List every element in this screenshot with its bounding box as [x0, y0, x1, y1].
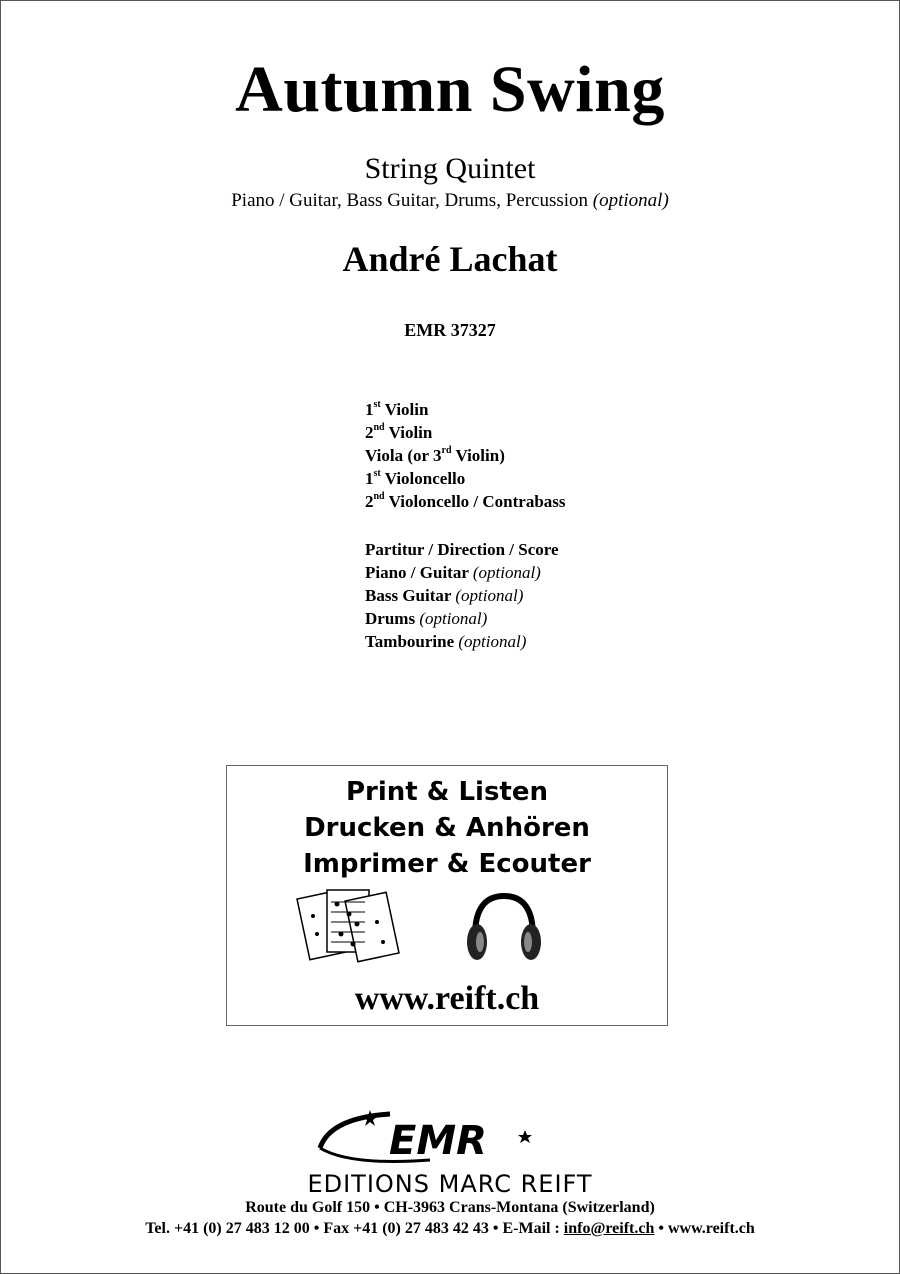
catalog-number: EMR 37327 — [404, 320, 496, 340]
instrumentation-line — [0, 190, 900, 212]
print-listen-line: Print & Listen — [345, 777, 549, 807]
promo-icons — [227, 886, 667, 976]
string-parts-list — [365, 398, 566, 513]
email-link[interactable]: info@reift.ch — [563, 1220, 655, 1237]
composer-name: André Lachat — [342, 239, 558, 279]
part-item: 2nd Violin — [365, 422, 433, 442]
part-item: 2nd Violoncello / Contrabass — [365, 491, 566, 511]
publisher-contact — [0, 1220, 900, 1238]
svg-text:EMR: EMR — [389, 1118, 487, 1164]
part-item: Viola (or 3rd Violin) — [365, 445, 505, 465]
promo-url: www.reift.ch — [354, 980, 540, 1017]
part-item: Partitur / Direction / Score — [365, 540, 559, 559]
part-item: 1st Violoncello — [365, 468, 466, 488]
print-listen-box — [226, 765, 668, 1026]
part-item: Drums (optional) — [365, 609, 488, 628]
part-item: Tambourine (optional) — [365, 632, 527, 651]
emr-logo — [310, 1108, 550, 1170]
score-title: Autumn Swing — [235, 53, 665, 126]
part-item: Bass Guitar (optional) — [365, 586, 524, 605]
publisher-name: EDITIONS MARC REIFT — [307, 1170, 593, 1198]
headphones-icon — [467, 896, 541, 960]
part-item: 1st Violin — [365, 399, 429, 419]
contact-tel-fax: Tel. +41 (0) 27 483 12 00 • Fax +41 (0) 27 483 42 43 • E-Mail : — [145, 1220, 564, 1237]
instrumentation-main: Piano / Guitar, Bass Guitar, Drums, Percussion — [231, 190, 589, 211]
score-subtitle: String Quintet — [364, 152, 536, 185]
instrumentation-optional: (optional) — [592, 190, 669, 211]
part-item: Piano / Guitar (optional) — [365, 563, 541, 582]
drucken-anhoren-line: Drucken & Anhören — [304, 813, 590, 843]
imprimer-ecouter-line: Imprimer & Ecouter — [303, 849, 591, 879]
sheet-music-icon — [297, 890, 399, 962]
publisher-address: Route du Golf 150 • CH-3963 Crans-Montana (Switzerland) — [245, 1199, 655, 1216]
contact-web: • www.reift.ch — [654, 1220, 755, 1237]
other-parts-list — [365, 538, 559, 653]
